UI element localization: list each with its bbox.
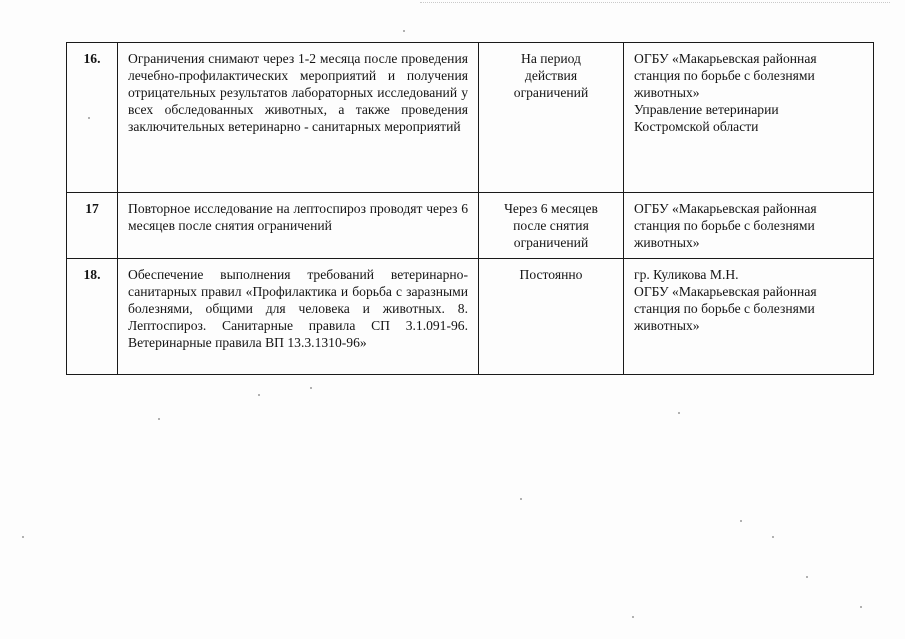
row-number: 17	[67, 193, 118, 259]
responsible-line: станция по борьбе с болезнями	[634, 218, 815, 233]
period-line: ограничений	[513, 85, 589, 100]
measure-period	[479, 193, 624, 259]
period-line: Через 6 месяцев	[504, 201, 598, 216]
period-line: действия	[524, 68, 578, 83]
measure-responsible	[624, 259, 874, 375]
scan-speck	[806, 576, 808, 578]
responsible-line: гр. Куликова М.Н.	[634, 267, 739, 282]
scan-speck	[740, 520, 742, 522]
scan-speck	[678, 412, 680, 414]
scan-speck	[772, 536, 774, 538]
scan-speck	[258, 394, 260, 396]
responsible-line: Костромской области	[634, 119, 759, 134]
scan-speck	[310, 387, 312, 389]
table-row	[67, 43, 874, 193]
period-line: ограничений	[513, 235, 589, 250]
responsible-line: ОГБУ «Макарьевская районная	[634, 201, 817, 216]
measure-description: Повторное исследование на лептоспироз проводят через 6 месяцев после снятия ограничений	[118, 193, 479, 259]
row-number: 18.	[67, 259, 118, 375]
responsible-line: животных»	[634, 85, 700, 100]
responsible-line: животных»	[634, 235, 700, 250]
measure-responsible	[624, 193, 874, 259]
responsible-line: ОГБУ «Макарьевская районная	[634, 284, 817, 299]
period-line: после снятия	[513, 218, 589, 233]
table-row	[67, 193, 874, 259]
scan-speck	[403, 30, 405, 32]
measure-period	[479, 43, 624, 193]
period-line: На период	[521, 51, 581, 66]
measure-description: Ограничения снимают через 1-2 месяца после проведения лечебно-профилактических мероприятий и получения отрицательных результатов лабораторных исследований у всех обследованных животных, а также проведения заключительных ветеринарно - санитарных мероприятий	[118, 43, 479, 193]
scan-speck	[22, 536, 24, 538]
responsible-line: Управление ветеринарии	[634, 102, 779, 117]
scan-speck	[860, 606, 862, 608]
measure-description: Обеспечение выполнения требований ветеринарно-санитарных правил «Профилактика и борьба с заразными болезнями, общими для человека и животных. 8. Лептоспироз. Санитарные правила СП 3.1.091-96. Ветеринарные правила ВП 13.3.1310-96»	[118, 259, 479, 375]
row-number: 16.	[67, 43, 118, 193]
responsible-line: животных»	[634, 318, 700, 333]
period-line: Постоянно	[519, 267, 583, 282]
measure-responsible	[624, 43, 874, 193]
scan-speck	[520, 498, 522, 500]
table-row	[67, 259, 874, 375]
responsible-line: станция по борьбе с болезнями	[634, 68, 815, 83]
measure-period	[479, 259, 624, 375]
measures-table	[66, 42, 874, 375]
responsible-line: станция по борьбе с болезнями	[634, 301, 815, 316]
scan-speck	[158, 418, 160, 420]
scan-edge-artifact	[420, 2, 890, 4]
responsible-line: ОГБУ «Макарьевская районная	[634, 51, 817, 66]
scan-speck	[632, 616, 634, 618]
